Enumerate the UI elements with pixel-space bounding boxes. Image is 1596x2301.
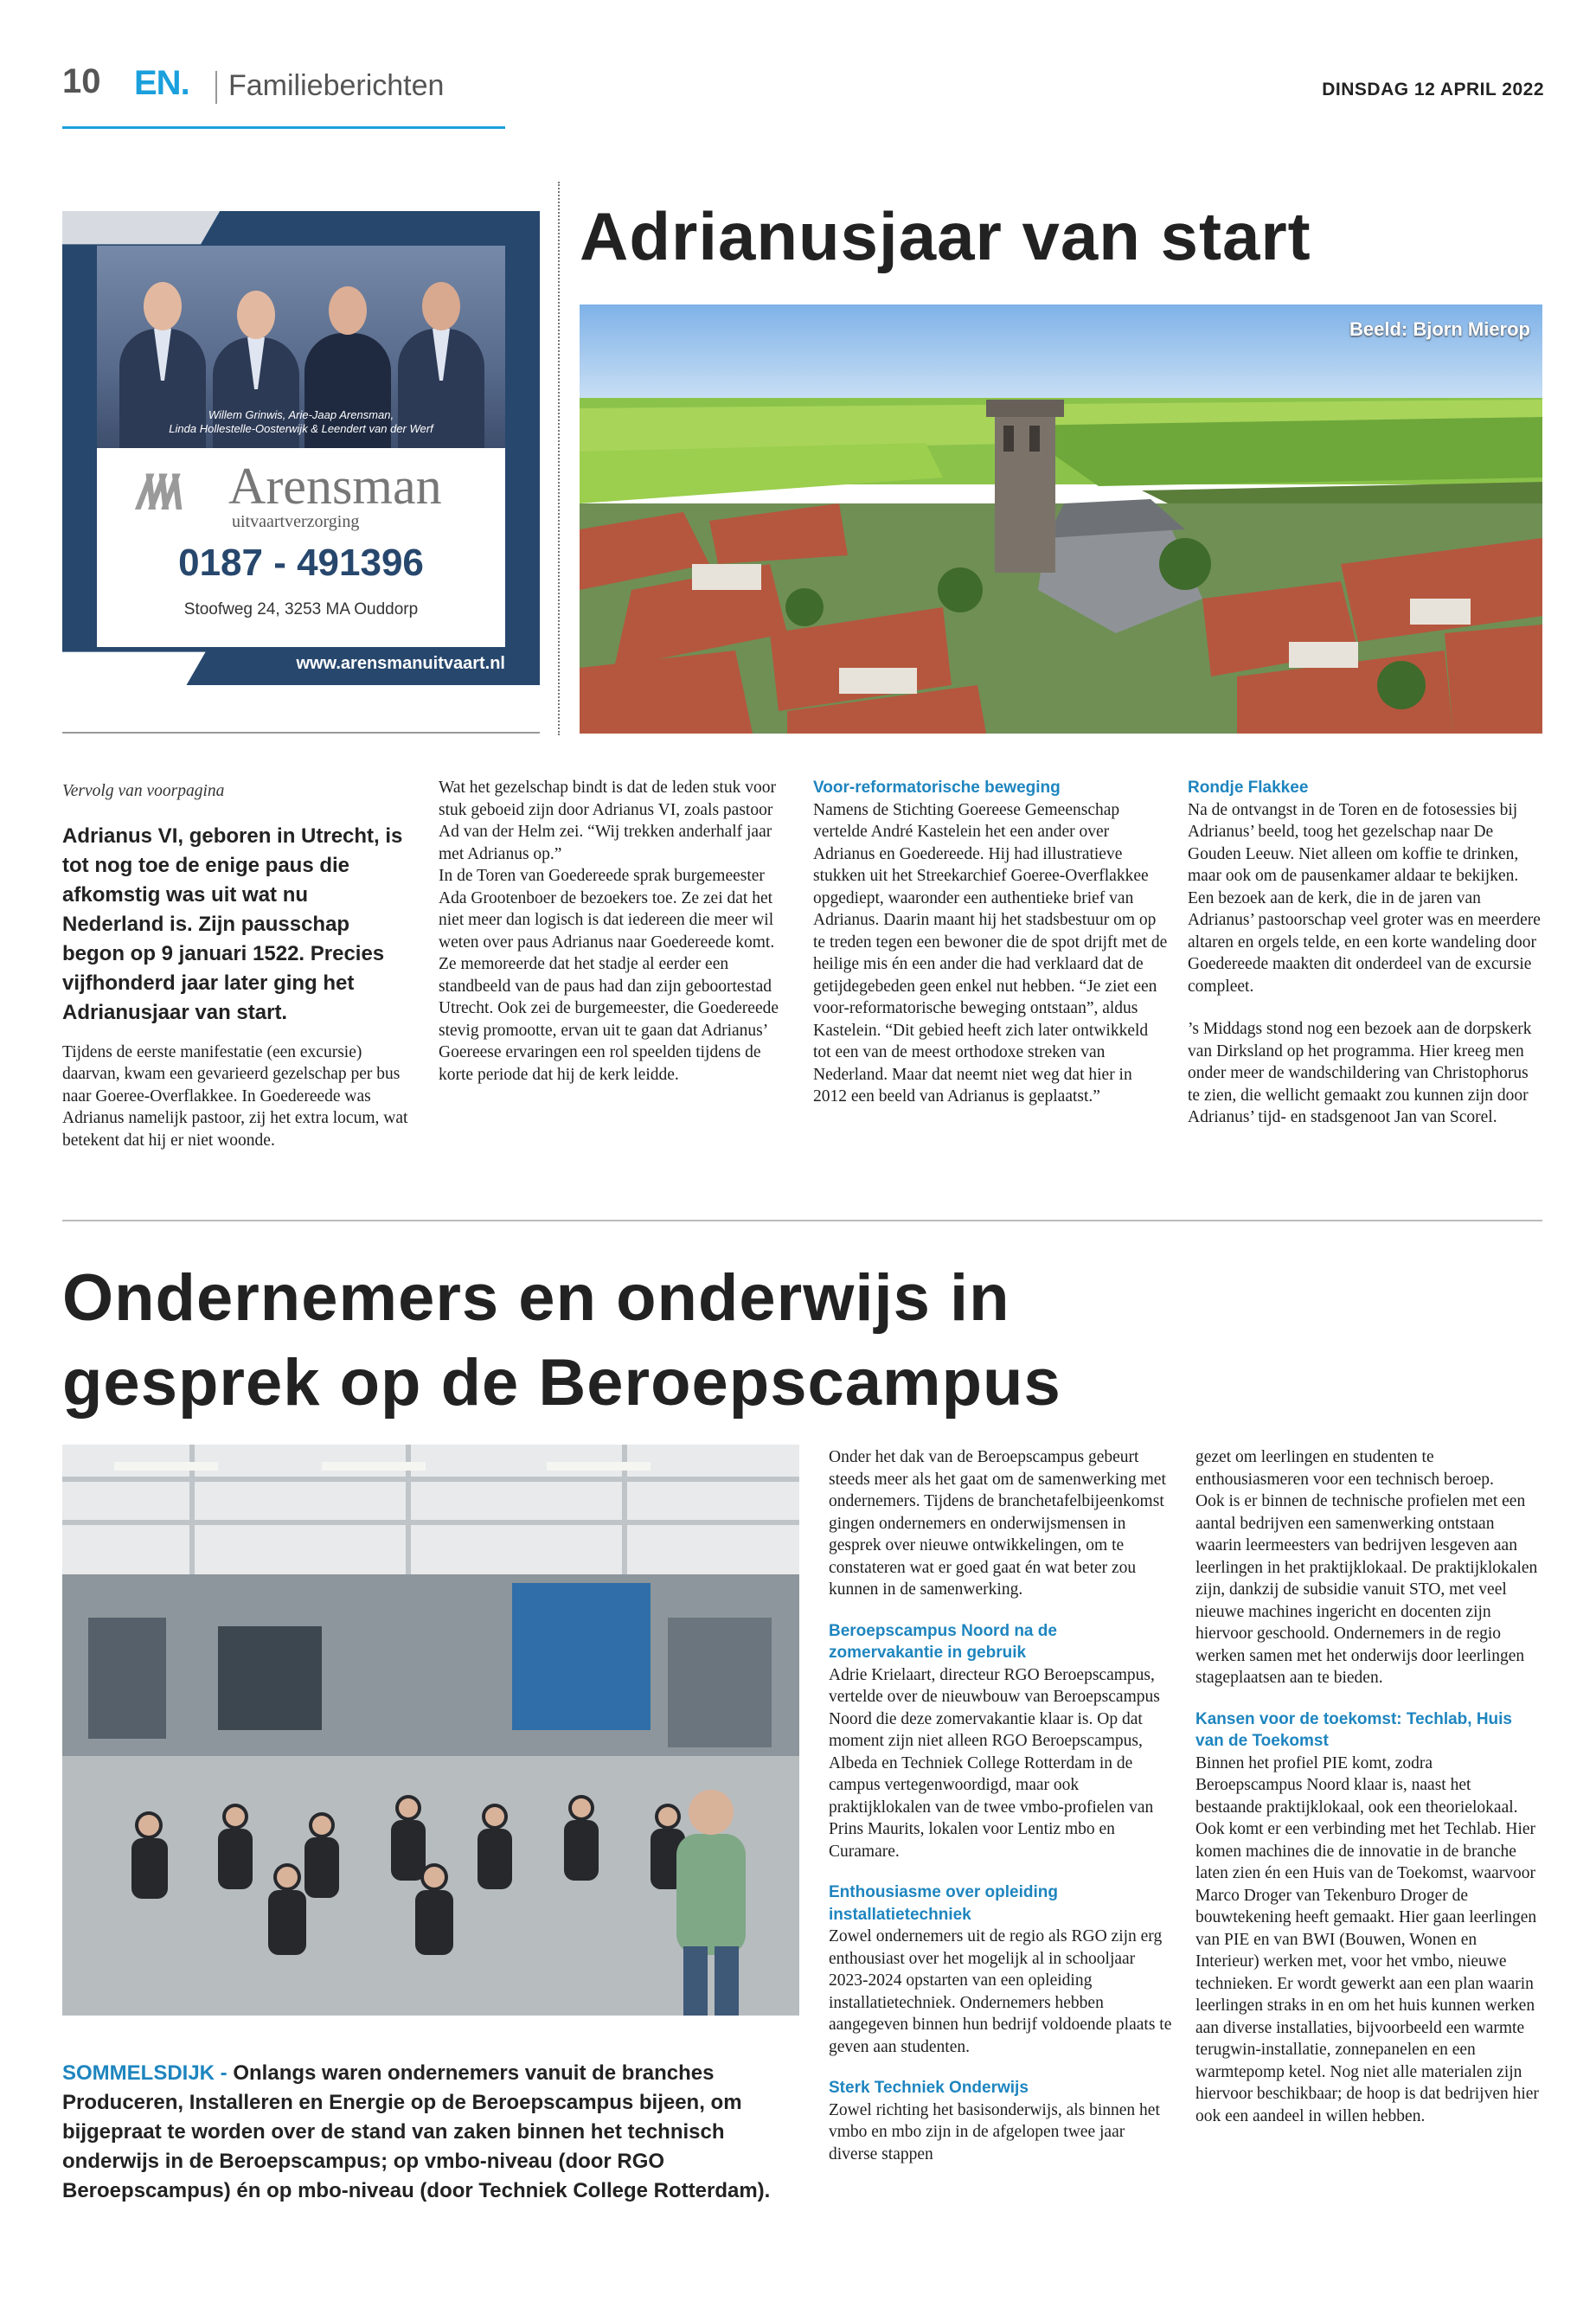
article2-col2-subhead-1: Kansen voor de toekomst: Techlab, Huis van de Toekomst	[1195, 1709, 1513, 1750]
ad-rule	[62, 732, 540, 734]
article1-intro: Adrianus VI, geboren in Utrecht, is tot nog toe de enige paus die afkomstig was uit wat nu Nederland is. Zijn pausschap begon op 9 januari 1522. Precies vijfhonderd jaar later ging het Adrianusjaar van start.	[62, 824, 403, 1024]
article2-column-2	[1195, 1446, 1542, 2127]
article2-col1-p4: Zowel richting het basisonderwijs, als binnen het vmbo en mbo zijn in de afgelopen twee jaar diverse stappen	[829, 2100, 1160, 2163]
article1-col3-subhead: Voor-reformatorische beweging	[813, 779, 1061, 797]
article2-title: Ondernemers en onderwijs in gesprek op de Beroepscampus	[62, 1261, 1061, 1420]
column-divider-dotted	[558, 182, 560, 735]
article2-col1-subhead-2: Enthousiasme over opleiding installatietechniek	[829, 1883, 1058, 1924]
photo-credit: Beeld: Bjorn Mierop	[1349, 318, 1530, 340]
article1-title: Adrianusjaar van start	[580, 198, 1311, 274]
article-divider	[62, 1220, 1542, 1221]
header-rule	[62, 126, 505, 129]
article1-col2-p2: In de Toren van Goedereede sprak burgemeester Ada Grootenboer de bezoekers toe. Ze zei dat het niet meer dan logisch is dat iedereen die meer wil weten over paus Adrianus naar Goedereede komt. Ze memoreerde dat het stadje al eerder een standbeeld van de paus had dan zijn geboortestad Utrecht. Ook zei de burgemeester, die Goedereede stevig promootte, ervan uit te gaan dat Adrianus’ Goereese ervaringen een rol speelden tijdens de korte periode dat hij de kerk leidde.	[439, 867, 779, 1084]
ad-url[interactable]: www.arensmanuitvaart.nl	[296, 654, 505, 673]
article1-col4-p2: ’s Middags stond nog een bezoek aan de dorpskerk van Dirksland op het programma. Hier kreeg men onder meer de wandschildering van Christophorus te zien, die wellicht gemaakt zou kunnen zijn door Adrianus’ tijd- en stadsgenoot Jan van Scorel.	[1188, 1020, 1532, 1126]
article1-col4-subhead: Rondje Flakkee	[1188, 779, 1309, 797]
newspaper-logo: EN.	[134, 64, 189, 102]
article1-col1-p1: Tijdens de eerste manifestatie (een excursie) daarvan, kwam een gevarieerd gezelschap per bus naar Goeree-Overflakkee. In Goedereede was Adrianus namelijk pastoor, zij het extra locum, wat betekent dat hij er niet woonde.	[62, 1042, 408, 1150]
article2-col2-p3: Binnen het profiel PIE komt, zodra Beroepscampus Noord klaar is, naast het bestaande praktijklokaal, ook een theorielokaal. Ook komt er een verbinding met het Techlab. Hier komen machines die de innovatie in de branche laten zien én een Huis van de Toekomst, waarvoor Marco Droger van Tekenburo Droger de bouwtekening heeft gemaakt. Hier gaan leerlingen van PIE en van BWI (Bouwen, Wonen en Interieur) werken met, voor het vmbo, nieuwe technieken. Er wordt gewerkt aan een plan waarin leerlingen straks in en om het huis kunnen werken aan diverse installaties, bijvoorbeeld een warmte terugwin-installatie, zonnepanelen en een warmtepomp ketel. Nog niet alle materialen zijn hiervoor beschikbaar; de hoop is dat bedrijven hier ook een aandeel in willen hebben.	[1195, 1753, 1539, 2125]
article2-col1-p1: Onder het dak van de Beroepscampus gebeurt steeds meer als het gaat om de samenwerking met ondernemers. Tijdens de branchetafelbijeenkomst gingen ondernemers en onderwijsmensen in gesprek over nieuwe ontwikkelingen, om te constateren wat er goed gaat én wat beter zou kunnen in de samenwerking.	[829, 1448, 1166, 1599]
goedereede-aerial-photo	[580, 304, 1542, 734]
article1-column-3	[813, 777, 1170, 1108]
article1-column-1	[62, 780, 412, 1151]
ad-address: Stoofweg 24, 3253 MA Ouddorp	[183, 600, 419, 619]
beroepscampus-meeting-photo	[62, 1445, 799, 2016]
arensman-advertisement	[62, 211, 540, 685]
photo-caption: Willem Grinwis, Arie-Jaap Arensman, Linda Hollestelle-Oosterwijk & Leendert van der Werf	[169, 408, 433, 435]
article2-col2-p2: Ook is er binnen de technische profielen met een aantal bedrijven een samenwerking ontstaan waarin leermeesters van bedrijven lesgeven aan leerlingen in het praktijklokaal. De praktijklokalen zijn, dankzij de subsidie vanuit STO, met veel nieuwe machines ingericht en docenten zijn hiervoor geschoold. Ondernemers in de regio werken samen met het onderwijs door leerlingen stageplaatsen aan te bieden.	[1195, 1492, 1538, 1687]
article1-kicker: Vervolg van voorpagina	[62, 782, 225, 800]
aerial-illustration	[580, 304, 1542, 734]
article1-column-4	[1188, 777, 1542, 1129]
article2-col2-p1: gezet om leerlingen en studenten te enthousiasmeren voor een technisch beroep.	[1195, 1448, 1494, 1489]
article1-col2-p1: Wat het gezelschap bindt is dat de leden stuk voor stuk geboeid zijn door Adrianus VI, zoals pastoor Ad van der Helm zei. “Wij trekken anderhalf jaar met Adrianus op.”	[439, 779, 776, 863]
header-separator	[215, 71, 217, 104]
ad-phone: 0187 - 491396	[178, 542, 424, 584]
section-name: Familieberichten	[228, 69, 445, 102]
issue-date: DINSDAG 12 APRIL 2022	[1322, 80, 1544, 99]
ad-info-panel	[97, 448, 505, 647]
article2-col1-p2: Adrie Krielaart, directeur RGO Beroepscampus, vertelde over de nieuwbouw van Beroepscampus Noord die deze zomervakantie klaar is. Op dat moment zijn niet alleen RGO Beroepscampus, Albeda en Techniek College Rotterdam in de campus vertegenwoordigd, maar ook praktijklokalen van de twee vmbo-profielen van Prins Maurits, lokalen voor Lentiz mbo en Curamare.	[829, 1665, 1160, 1861]
article2-dateline: SOMMELSDIJK -	[62, 2061, 234, 2085]
article2-col1-subhead-1: Beroepscampus Noord na de zomervakantie in gebruik	[829, 1621, 1057, 1662]
page-number: 10	[62, 62, 101, 100]
article2-lead	[62, 2059, 772, 2206]
workshop-illustration	[62, 1445, 799, 2016]
article2-lead-text: Onlangs waren ondernemers vanuit de branches Produceren, Installeren en Energie op de Beroepscampus bijeen, om bijgepraat te worden over de stand van zaken binnen het technisch onderwijs in de Beroepscampus; op vmbo-niveau (door RGO Beroepscampus) én op mbo-niveau (door Techniek College Rotterdam).	[62, 2061, 771, 2202]
article2-column-1	[829, 1446, 1175, 2165]
arensman-logo-mark: /\/\/\	[137, 465, 176, 519]
article2-col1-p3: Zowel ondernemers uit de regio als RGO zijn erg enthousiast over het mogelijk al in schooljaar 2023-2024 opstarten van een opleiding installatietechniek. Ondernemers hebben aangegeven binnen hun bedrijf voldoende plaats te geven aan studenten.	[829, 1927, 1172, 2056]
article1-column-2	[439, 777, 788, 1086]
article2-col1-subhead-3: Sterk Techniek Onderwijs	[829, 2079, 1029, 2097]
ad-brand-sub: uitvaartverzorging	[232, 512, 360, 531]
ad-brand: Arensman	[228, 458, 442, 515]
article1-col3-p1: Namens de Stichting Goereese Gemeenschap vertelde André Kastelein het een ander over Adrianus en Goedereede. Hij had illustratieve stukken uit het Streekarchief Goeree-Overflakkee opgediept, waaronder een authentieke brief van Adrianus. Daarin maant hij het stadsbestuur om op te treden tegen een bewoner die de spot drijft met de heilige mis én een ander die had verklaard dat de getijdegebeden geen enkel nut hebben. “Je ziet een voor-reformatorische beweging ontstaan”, aldus Kastelein. “Dit gebied heeft zich later ontwikkeld tot een van de meest orthodoxe streken van Nederland. Maar dat neemt niet weg dat hier in 2012 een beeld van Adrianus is geplaatst.”	[813, 800, 1168, 1106]
article1-col4-p1: Na de ontvangst in de Toren en de fotosessies bij Adrianus’ beeld, toog het gezelschap naar De Gouden Leeuw. Niet alleen om koffie te drinken, maar ook om de pausenkamer aldaar te bekijken. Een bezoek aan de kerk, die in de jaren van Adrianus’ pastoorschap veel groter was en meerdere altaren en orgels telde, en een korte wandeling door Goedereede maakten dit onderdeel van de excursie compleet.	[1188, 800, 1541, 996]
staff-photo	[97, 246, 505, 448]
